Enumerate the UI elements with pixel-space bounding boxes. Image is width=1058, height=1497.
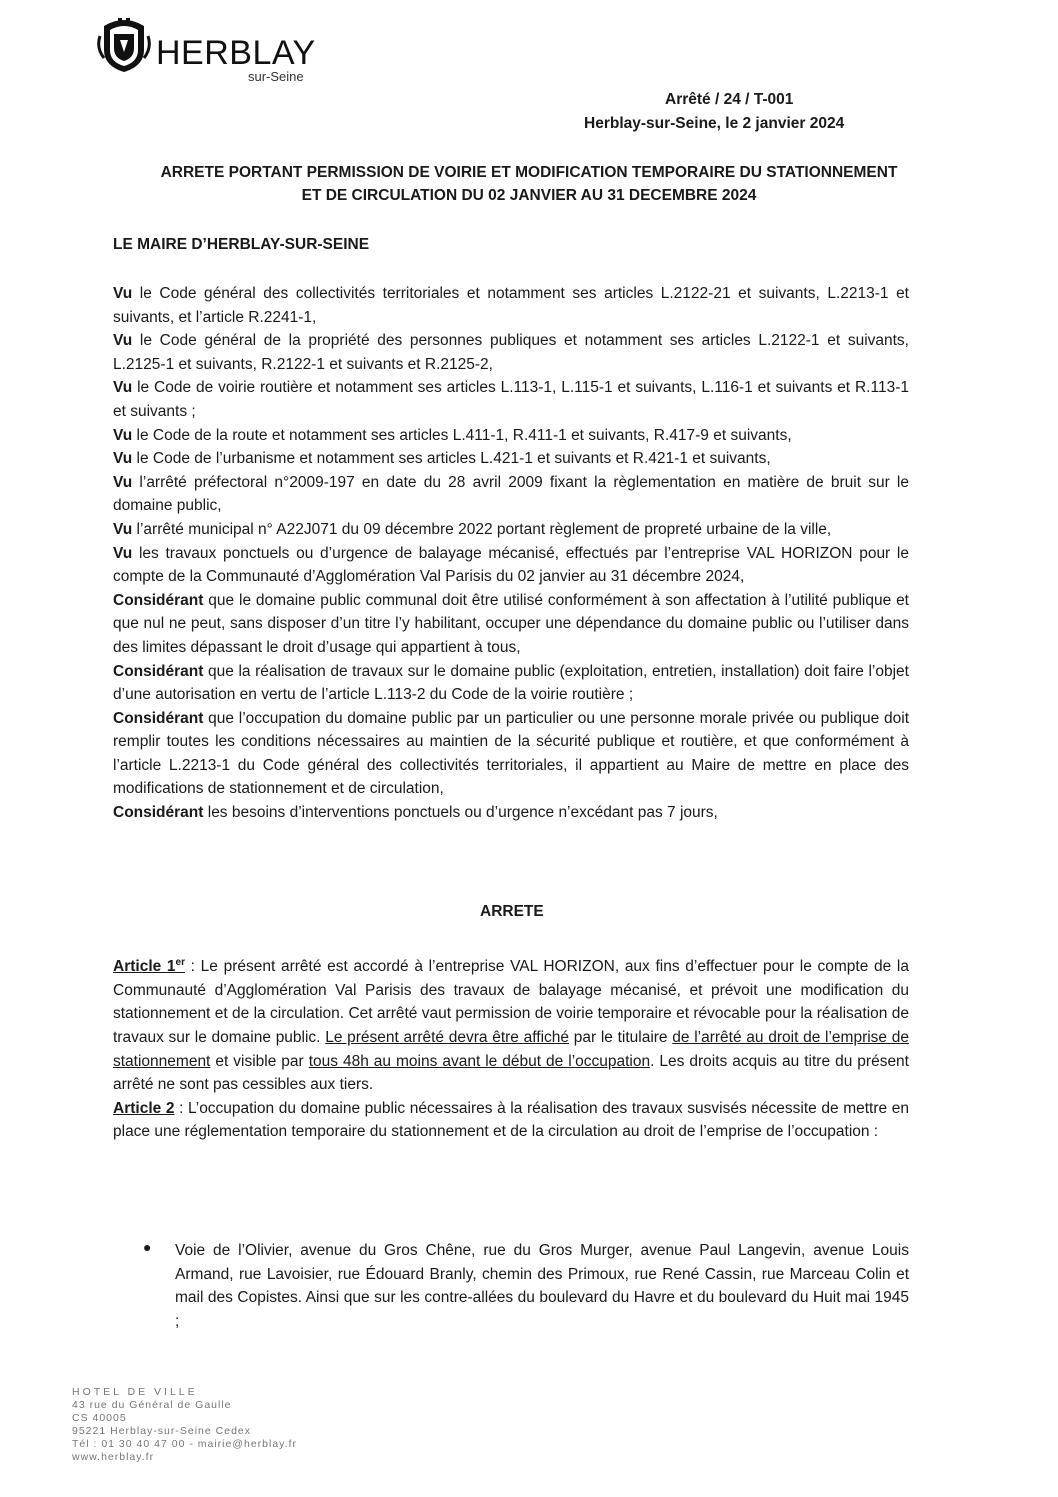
considerant-lead: Considérant [113,591,204,609]
visa-text: le Code de la route et notamment ses articles L.411-1, R.411-1 et suivants, R.417-9 et suivants, [132,426,792,444]
title-line-1: ARRETE PORTANT PERMISSION DE VOIRIE ET MODIFICATION TEMPORAIRE DU STATIONNEMENT [160,164,898,181]
place-and-date: Herblay-sur-Seine, le 2 janvier 2024 [584,115,845,132]
footer-line: CS 40005 [72,1412,127,1424]
considerant-paragraph [113,589,909,660]
footer-line: Tél : 01 30 40 47 00 - mairie@herblay.fr [72,1438,297,1450]
mayor-heading: LE MAIRE D’HERBLAY-SUR-SEINE [113,236,370,253]
considerant-paragraph [113,707,909,801]
considerant-lead: Considérant [113,709,204,727]
visa-paragraph [113,518,909,542]
footer-line: 43 rue du Général de Gaulle [72,1399,232,1411]
visas-section [113,282,909,825]
considerant-paragraph [113,801,909,825]
streets-list-item: Voie de l’Olivier, avenue du Gros Chêne, rue du Gros Murger, avenue Paul Langevin, avenue Louis Armand, rue Lavoisier, rue Édouard Branly, chemin des Primoux, rue René Cassin, rue Marceau Colin et mail des Copistes. Ainsi que sur les contre-allées du boulevard du Havre et du boulevard du Huit mai 1945 ; [175,1242,909,1330]
decree-title [112,161,946,207]
visa-paragraph [113,447,909,471]
logo-subtitle: sur-Seine [248,69,304,84]
visa-text: le Code de voirie routière et notamment ses articles L.113-1, L.115-1 et suivants, L.116-1 et suivants et R.113-1 et suivants ; [113,379,909,420]
visa-lead: Vu [113,473,133,491]
logo-wordmark: HERBLAY [156,34,316,72]
considerant-paragraph [113,660,909,707]
visa-text: les travaux ponctuels ou d’urgence de balayage mécanisé, effectués par l’entreprise VAL HORIZON pour le compte de la Communauté d’Agglomération Val Parisis du 02 janvier au 31 décembre 2024, [113,544,909,586]
visa-lead: Vu [113,285,133,302]
article-2 [113,1097,909,1144]
visa-paragraph [113,376,909,423]
title-line-2: ET DE CIRCULATION DU 02 JANVIER AU 31 DECEMBRE 2024 [301,187,757,204]
visa-paragraph [113,329,909,376]
footer-line: HOTEL DE VILLE [72,1386,198,1398]
articles-section [113,951,909,1144]
considerant-lead: Considérant [113,804,204,822]
city-crest-icon [96,14,152,74]
considerant-text: que la réalisation de travaux sur le domaine public (exploitation, entretien, installation) doit faire l’objet d’une autorisation en vertu de l’article L.113-2 du Code de la voirie routière ; [113,662,909,704]
visa-paragraph [113,471,909,518]
footer-line: www.herblay.fr [72,1451,155,1463]
footer-line: 95221 Herblay-sur-Seine Cedex [72,1425,251,1437]
considerant-text: que le domaine public communal doit être utilisé conformément à son affectation à l’utilité publique et que nul ne peut, sans disposer d’un titre l’y habilitant, occuper une dépendance du domaine public ou l’utiliser dans des limites dépassant le droit d’usage qui appartient à tous, [113,591,909,656]
article-1-label: Article 1er [113,957,185,976]
town-hall-footer [72,1386,297,1464]
bullet-icon: ● [143,1239,152,1255]
considerant-text: les besoins d’interventions ponctuels ou d’urgence n’excédant pas 7 jours, [203,804,718,822]
visa-paragraph [113,424,909,448]
decree-reference [584,88,884,136]
visa-text: l’arrêté préfectoral n°2009-197 en date du 28 avril 2009 fixant la règlementation en matière de bruit sur le domaine public, [113,473,909,515]
herblay-logo [96,14,326,84]
visa-text: le Code général des collectivités territoriales et notamment ses articles L.2122-21 et suivants, L.2213-1 et suivants, et l’article R.2241-1, [113,285,909,326]
article-2-label: Article 2 [113,1099,175,1117]
decree-number: Arrêté / 24 / T-001 [665,91,794,108]
visa-lead: Vu [113,450,133,468]
visa-text: le Code général de la propriété des personnes publiques et notamment ses articles L.2122-1 et suivants, L.2125-1 et suivants, R.2122-1 et suivants et R.2125-2, [113,332,909,373]
visa-paragraph [113,542,909,589]
arrete-heading: ARRETE [480,903,544,920]
considerant-lead: Considérant [113,662,204,680]
article-1: Article 1er : Le présent arrêté est accordé à l’entreprise VAL HORIZON, aux fins d’effectuer pour le compte de la Communauté d’Agglomération Val Parisis des travaux de balayage mécanisé, et prévoit une modification du stationnement et de la circulation. Cet arrêté vaut permission de voirie temporaire et révocable pour la réalisation de travaux sur le domaine public. Le présent arrêté devra être affiché par le titulaire de l’arrêté au droit de l’emprise de stationnement et visible par tous 48h au moins avant le début de l’occupation. Les droits acquis au titre du présent arrêté ne sont pas cessibles aux tiers. [113,957,909,1094]
visa-lead: Vu [113,544,133,562]
visa-lead: Vu [113,332,133,350]
visa-text: le Code de l’urbanisme et notamment ses articles L.421-1 et suivants et R.421-1 et suivants, [132,450,771,468]
visa-lead: Vu [113,379,133,397]
article-2-text: : L’occupation du domaine public nécessaires à la réalisation des travaux susvisés nécessite de mettre en place une réglementation temporaire du stationnement et de la circulation au droit de l’emprise de l’occupation : [113,1099,909,1141]
visa-lead: Vu [113,520,133,538]
streets-list [143,1239,909,1333]
visa-paragraph [113,282,909,329]
visa-text: l’arrêté municipal n° A22J071 du 09 décembre 2022 portant règlement de propreté urbaine de la ville, [132,520,832,538]
visa-lead: Vu [113,426,133,444]
considerant-text: que l’occupation du domaine public par un particulier ou une personne morale privée ou publique doit remplir toutes les conditions nécessaires au maintien de la sécurité publique et routière, et que conformément à l’article L.2213-1 du Code général des collectivités territoriales, il appartient au Maire de mettre en place des modifications de stationnement et de circulation, [113,709,909,798]
